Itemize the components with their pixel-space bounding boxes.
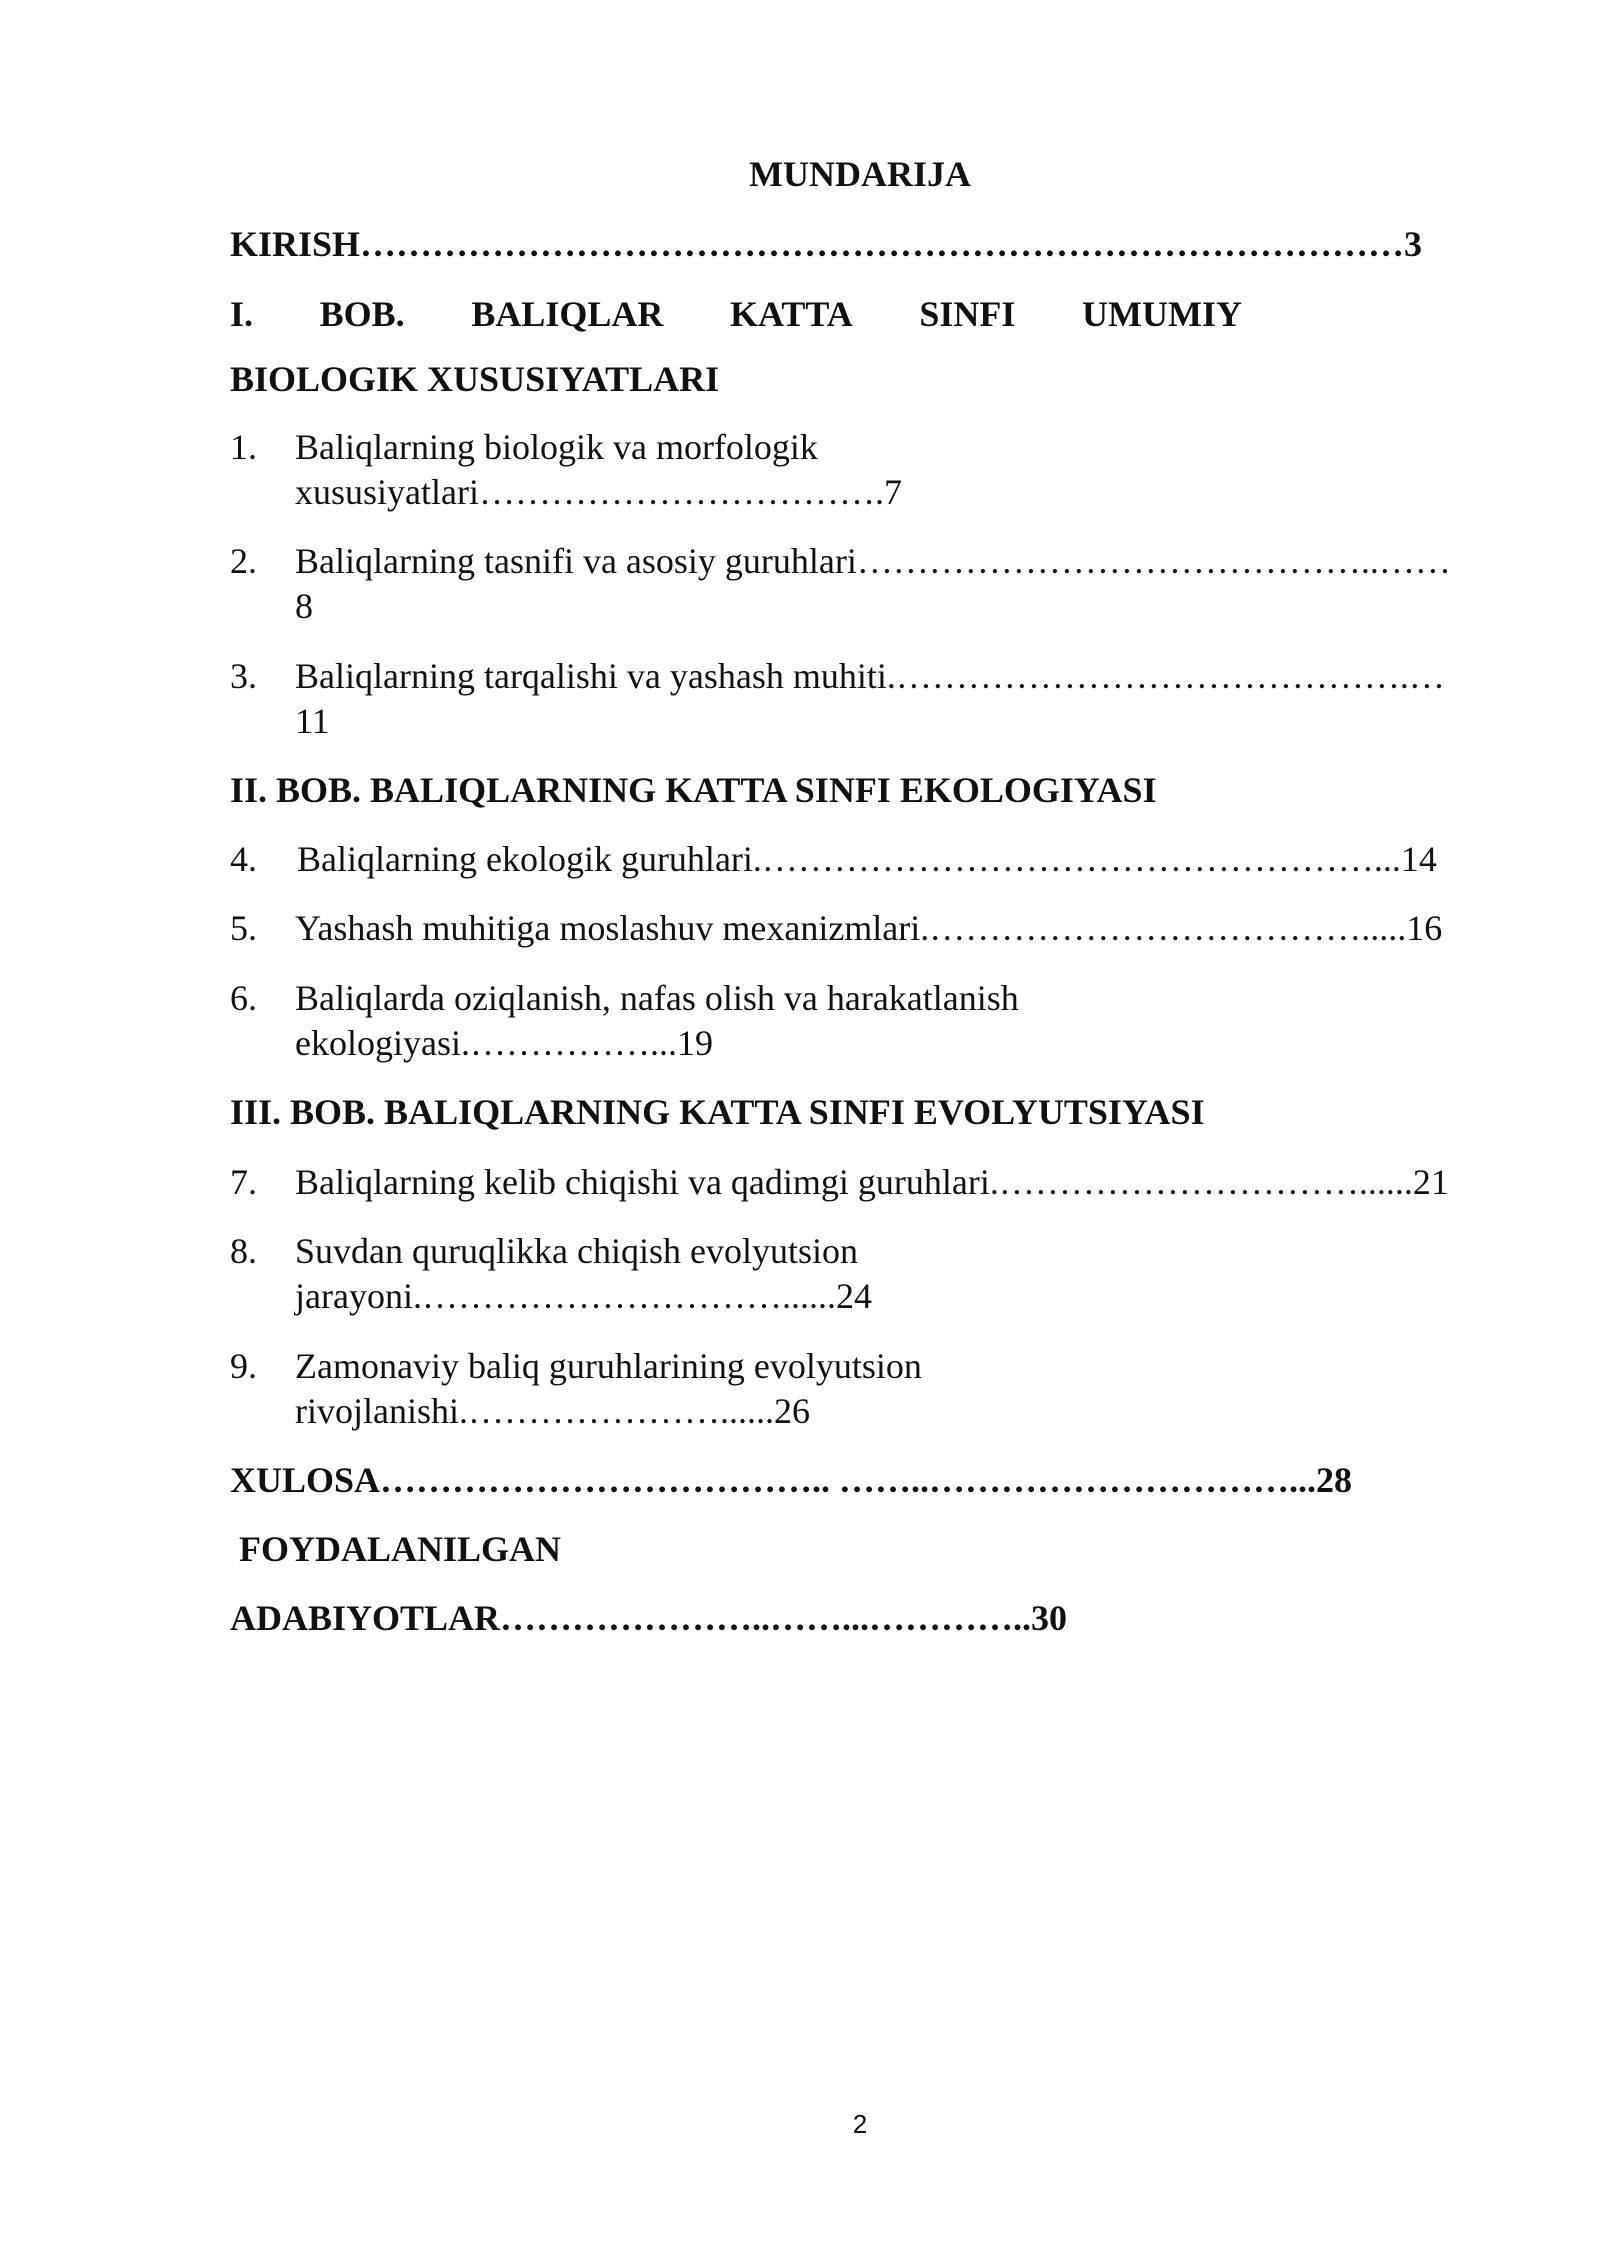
toc-item-number: 1. xyxy=(230,427,257,467)
chapter-3-heading: III. BOB. BALIQLARNING KATTA SINFI EVOLYUTSIYASI xyxy=(230,1092,1205,1132)
toc-item-number: 8. xyxy=(230,1231,257,1271)
toc-item-text: Baliqlarning biologik va morfologik xyxy=(295,427,818,467)
toc-item-text: rivojlanishi.…………………......26 xyxy=(295,1391,810,1431)
toc-title: MUNDARIJA xyxy=(749,154,971,194)
toc-item-text: Baliqlarda oziqlanish, nafas olish va harakatlanish xyxy=(295,978,1019,1018)
toc-item-number: 2. xyxy=(230,541,257,581)
toc-item-number: 7. xyxy=(230,1162,257,1202)
toc-item-number: 5. xyxy=(230,908,257,948)
page-number: 2 xyxy=(852,2109,868,2139)
toc-item-text: Yashash muhitiga moslashuv mexanizmlari.……………………………….....16 xyxy=(295,908,1443,948)
chapter-1-word: UMUMIY xyxy=(1082,294,1242,334)
toc-item-text: jarayoni.…………………………......24 xyxy=(295,1276,872,1316)
toc-intro: KIRISH……………………………………………………………………………3 xyxy=(230,224,1423,264)
toc-item-text: xususiyatlari…………………………….7 xyxy=(295,472,902,512)
toc-references-line1: FOYDALANILGAN xyxy=(230,1529,562,1569)
toc-item-text: Zamonaviy baliq guruhlarining evolyutsion xyxy=(295,1346,922,1386)
toc-item-text: Suvdan quruqlikka chiqish evolyutsion xyxy=(295,1231,858,1271)
chapter-1-word: KATTA xyxy=(730,294,853,334)
toc-references-line2: ADABIYOTLAR…………………..……...…………..30 xyxy=(230,1598,1068,1638)
toc-item-number: 6. xyxy=(230,978,257,1018)
chapter-1-word: BALIQLAR xyxy=(471,294,664,334)
toc-item-text: ekologiyasi.……………...19 xyxy=(295,1023,713,1063)
toc-item-text: 11 xyxy=(295,701,330,741)
chapter-2-heading: II. BOB. BALIQLARNING KATTA SINFI EKOLOGIYASI xyxy=(230,770,1157,810)
chapter-1-word: I. xyxy=(230,294,254,334)
chapter-1-heading-line2: BIOLOGIK XUSUSIYATLARI xyxy=(230,359,720,399)
chapter-1-heading xyxy=(230,292,1242,336)
toc-item-number: 9. xyxy=(230,1346,257,1386)
toc-item-text: Baliqlarning tasnifi va asosiy guruhlari……………………………………..…… xyxy=(295,541,1451,581)
toc-item-text: Baliqlarning kelib chiqishi va qadimgi guruhlari.…………………………......21 xyxy=(295,1162,1449,1202)
chapter-1-word: SINFI xyxy=(919,294,1016,334)
chapter-1-word: BOB. xyxy=(319,294,405,334)
toc-item-text: 8 xyxy=(295,586,313,626)
toc-item-number: 4. xyxy=(230,839,257,879)
toc-conclusion: XULOSA……………………………….. ……..…………………………...28 xyxy=(230,1460,1353,1500)
toc-item-text: Baliqlarning tarqalishi va yashash muhiti.…………………………………….… xyxy=(295,656,1445,696)
toc-item-text: Baliqlarning ekologik guruhlari.……………………………………………...14 xyxy=(297,839,1437,879)
toc-item-number: 3. xyxy=(230,656,257,696)
